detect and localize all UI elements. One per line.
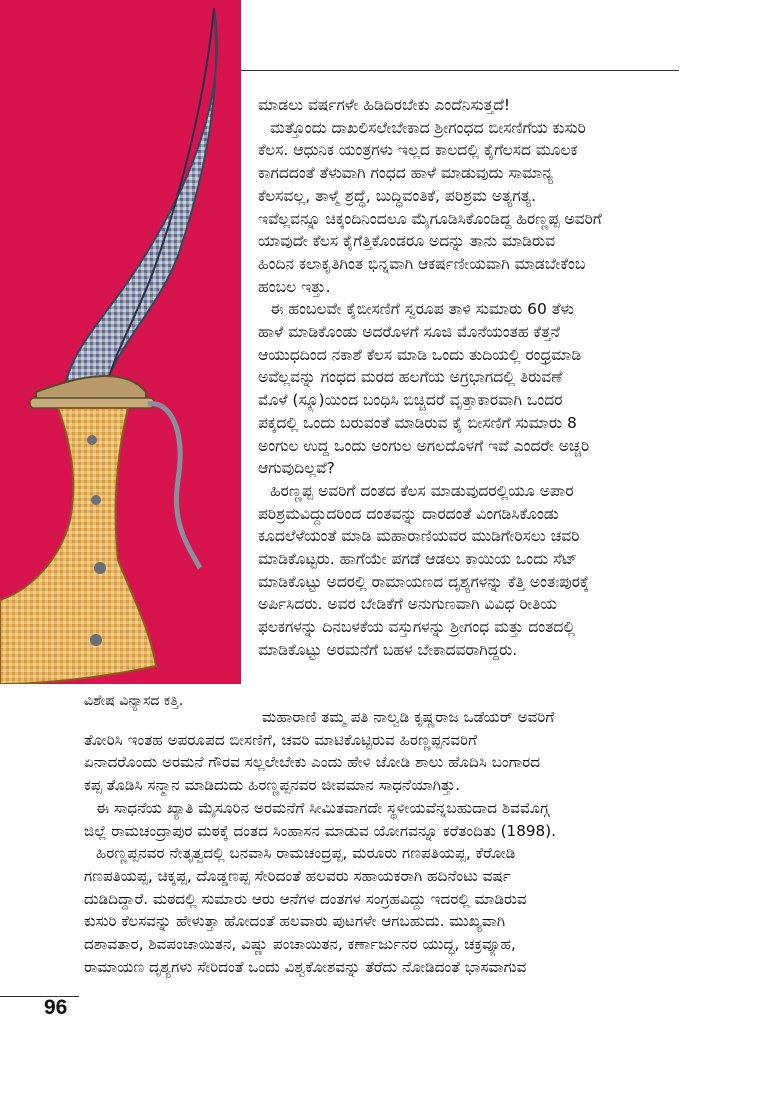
text-line: ಏನಾದರೊಂದು ಅರಮನೆ ಗೌರವ ಸಲ್ಲಲೇಬೇಕು ಎಂದು ಹೇಳಿ ಜೋಡಿ ಶಾಲು ಹೊದಿಸಿ ಬಂಗಾರದ [84,753,541,772]
text-line: ಗಣಪತಿಯಪ್ಪ, ಚಿಕ್ಕಪ್ಪ, ದೊಡ್ಡಣಪ್ಪ ಸೇರಿದಂತೆ ಹಲವರು ಸಹಾಯಕರಾಗಿ ಹದಿನೆಂಟು ವರ್ಷ [84,866,511,885]
full-width-text [84,706,688,978]
text-line: ಮಾಡಲು ವರ್ಷಗಳೇ ಹಿಡಿದಿರಬೇಕು ಎಂದೆನಿಸುತ್ತದೆ! [258,96,511,114]
text-line: ಹಿರಣ್ಣಪ್ಪ ಅವರಿಗೆ ದಂತದ ಕೆಲಸ ಮಾಡುವುದರಲ್ಲಿಯೂ ಅಪಾರ [270,481,574,500]
text-line: ಈ ಸಾಧನೆಯ ಖ್ಯಾತಿ ಮೈಸೂರಿನ ಅರಮನೆಗೆ ಸೀಮಿತವಾಗದೇ ಸ್ಥಳೀಯವೆನ್ನಬಹುದಾದ ಶಿವಮೊಗ್ಗ [96,798,550,817]
text-line: ರಾಮಾಯಣ ದೃಶ್ಯಗಳು ಸೇರಿದಂತೆ ಒಂದು ವಿಶ್ವಕೋಶವನ್ನು ತೆರೆದು ನೋಡಿದಂತೆ ಭಾಸವಾಗುವ [84,957,527,976]
text-line: ಪಕ್ಕದಲ್ಲಿ ಒಂದು ಬರುವಂತೆ ಮಾಡಿರುವ ಕೈ ಬೀಸಣಿಗೆ ಸುಮಾರು 8 [258,413,577,432]
text-line: ಹಿಂದಿನ ಕಲಾಕೃತಿಗಿಂತ ಭಿನ್ನವಾಗಿ ಆಕರ್ಷಣೀಯವಾಗಿ ಮಾಡಬೇಕೆಂಬ [258,254,586,273]
text-line: ಪರಿಶ್ರಮವಿದ್ದುದರಿಂದ ದಂತವನ್ನು ದಾರದಂತೆ ವಿಂಗಡಿಸಿಕೊಂಡು [258,504,559,523]
dagger-illustration [0,0,241,684]
text-line: ಅವೆಲ್ಲವನ್ನು ಗಂಧದ ಮರದ ಹಲಗೆಯ ಅಗ್ರಭಾಗದಲ್ಲಿ ತಿರುವಣೆ [258,368,563,387]
text-line: ದುಡಿದಿದ್ದಾರೆ. ಮಠದಲ್ಲಿ ಸುಮಾರು ಆರು ಆನೆಗಳ ದಂತಗಳ ಸಂಗ್ರಹವಿದ್ದು ಇದರಲ್ಲಿ ಮಾಡಿರುವ [84,889,527,908]
text-line: ತೋರಿಸಿ ಇಂತಹ ಅಪರೂಪದ ಬೀಸಣಿಗೆ, ಚವರಿ ಮಾಟಿಕೊಟ್ಟಿರುವ ಹಿರಣ್ಣಪ್ಪನವರಿಗೆ [84,730,477,749]
text-line: ಕೆಲಸ. ಆಧುನಿಕ ಯಂತ್ರಗಳು ಇಲ್ಲದ ಕಾಲದಲ್ಲಿ ಕೈಗೆಲಸದ ಮೂಲಕ [258,141,578,160]
text-line: ಹಂಬಲ ಇತ್ತು. [258,277,331,296]
figure-caption: ವಿಶೇಷ ವಿನ್ಯಾಸದ ಕತ್ತಿ. [84,693,184,709]
column-text [258,94,688,662]
dagger-photo [0,0,241,684]
text-line: ದಶಾವತಾರ, ಶಿವಪಂಚಾಯಿತನ, ವಿಷ್ಣು ಪಂಚಾಯಿತನ, ಕರ್ಣಾರ್ಜುನರ ಯುದ್ಧ, ಚಕ್ರವ್ಯೂಹ, [84,935,516,954]
text-line: ಕೆಲಸವಲ್ಲ, ತಾಳ್ಮೆ ಶ್ರದ್ಧೆ, ಬುದ್ಧಿವಂತಿಕೆ, ಪರಿಶ್ರಮ ಅತ್ಯಗತ್ಯ. [258,186,537,205]
text-line: ಮಹಾರಾಣಿ ತಮ್ಮ ಪತಿ ನಾಲ್ವಡಿ ಕೃಷ್ಣರಾಜ ಒಡೆಯರ್ ಅವರಿಗೆ [262,708,555,726]
text-line: ಇವೆಲ್ಲವನ್ನೂ ಚಿಕ್ಕಂದಿನಿಂದಲೂ ಮೈಗೂಡಿಸಿಕೊಂಡಿದ್ದ ಹಿರಣ್ಣಪ್ಪ ಅವರಿಗೆ [258,209,602,228]
text-line: ಮೊಳೆ (ಸ್ಕ್ರೂ)ಯಿಂದ ಬಂಧಿಸಿ ಬಿಚ್ಚಿದರೆ ವೃತ್ತಾಕಾರವಾಗಿ ಒಂದರ [258,391,563,410]
text-line: ಆಯುಧದಿಂದ ನಕಾಶೆ ಕೆಲಸ ಮಾಡಿ ಒಂದು ತುದಿಯಲ್ಲಿ ರಂಧ್ರಮಾಡಿ [258,345,582,364]
text-line: ಮಾಡಿಕೊಟ್ಟು ಅದರಲ್ಲಿ ರಾಮಾಯಣದ ದೃಶ್ಯಗಳನ್ನು ಕೆತ್ತಿ ಅಂತಃಪುರಕ್ಕೆ [258,572,589,591]
text-line: ಜಿಲ್ಲೆ ರಾಮಚಂದ್ರಾಪುರ ಮಠಕ್ಕೆ ದಂತದ ಸಿಂಹಾಸನ ಮಾಡುವ ಯೋಗವನ್ನೂ ಕರೆತಂದಿತು (1898). [84,821,556,840]
text-line: ಮಾಡಿಕೊಟ್ಟರು. ಹಾಗೆಯೇ ಪಗಡೆ ಆಡಲು ಕಾಯಿಯ ಒಂದು ಸೆಟ್ [258,550,578,569]
text-line: ಯಾವುದೇ ಕೆಲಸ ಕೈಗೆತ್ತಿಕೊಂಡರೂ ಅದನ್ನು ತಾನು ಮಾಡಿರುವ [258,232,556,251]
text-line: ಹಿರಣ್ಣಪ್ಪನವರ ನೇತೃತ್ವದಲ್ಲಿ ಬನವಾಸಿ ರಾಮಚಂದ್ರಪ್ಪ, ಮರೂರು ಗಣಪತಿಯಪ್ಪ, ಕೆರೋಡಿ [96,844,516,863]
text-line: ಈ ಹಂಬಲವೇ ಕೈಬೀಸಣಿಗೆ ಸ್ವರೂಪ ತಾಳಿ ಸುಮಾರು 60 ತೆಳು [270,300,574,319]
page-number: 96 [44,996,68,1019]
header-rule [241,70,679,71]
text-line: ಮಾಡಿಕೊಟ್ಟು ಅರಮನೆಗೆ ಬಹಳ ಬೇಕಾದವರಾಗಿದ್ದರು. [258,640,518,659]
text-line: ಕಪ್ಪ ತೊಡಿಸಿ ಸನ್ಮಾನ ಮಾಡಿದುದು ಹಿರಣ್ಣಪ್ಪನವರ ಜೀವಮಾನ ಸಾಧನೆಯಾಗಿತ್ತು. [84,776,461,795]
text-line: ಅಂಗುಲ ಉದ್ದ ಒಂದು ಅಂಗುಲ ಅಗಲದೊಳಗೆ ಇವೆ ಎಂದರೇ ಅಚ್ಚರಿ [258,436,590,455]
text-line: ಮತ್ತೊಂದು ದಾಖಲಿಸಲೇಬೇಕಾದ ಶ್ರೀಗಂಧದ ಬೀಸಣಿಗೆಯ ಕುಸುರಿ [270,118,586,137]
text-line: ಆಗುವುದಿಲ್ಲವೆ? [258,459,335,478]
text-line: ಅರ್ಪಿಸಿದರು. ಅವರ ಬೇಡಿಕೆಗೆ ಅನುಗುಣವಾಗಿ ವಿವಿಧ ರೀತಿಯ [258,595,557,614]
text-line: ಕುಸುರಿ ಕೆಲಸವನ್ನು ಹೇಳುತ್ತಾ ಹೋದಂತೆ ಹಲವಾರು ಪುಟಗಳೇ ಆಗಬಹುದು. ಮುಖ್ಯವಾಗಿ [84,912,506,931]
text-line: ಹಾಳೆ ಮಾಡಿಕೊಂಡು ಅದರೊಳಗೆ ಸೂಜಿ ಮೊನೆಯಂತಹ ಕೆತ್ತನೆ [258,323,560,342]
text-line: ಕೂದಲೆಳೆಯಂತೆ ಮಾಡಿ ಮಹಾರಾಣಿಯವರ ಮುಡಿಗೇರಿಸಲು ಚವರಿ [258,527,580,546]
text-line: ಫಲಕಗಳನ್ನು ದಿನಬಳಕೆಯ ವಸ್ತುಗಳನ್ನು ಶ್ರೀಗಂಧ ಮತ್ತು ದಂತದಲ್ಲಿ [258,618,576,637]
text-line: ಕಾಗದದಂತೆ ತೆಳುವಾಗಿ ಗಂಧದ ಹಾಳೆ ಮಾಡುವುದು ಸಾಮಾನ್ಯ [258,164,554,183]
